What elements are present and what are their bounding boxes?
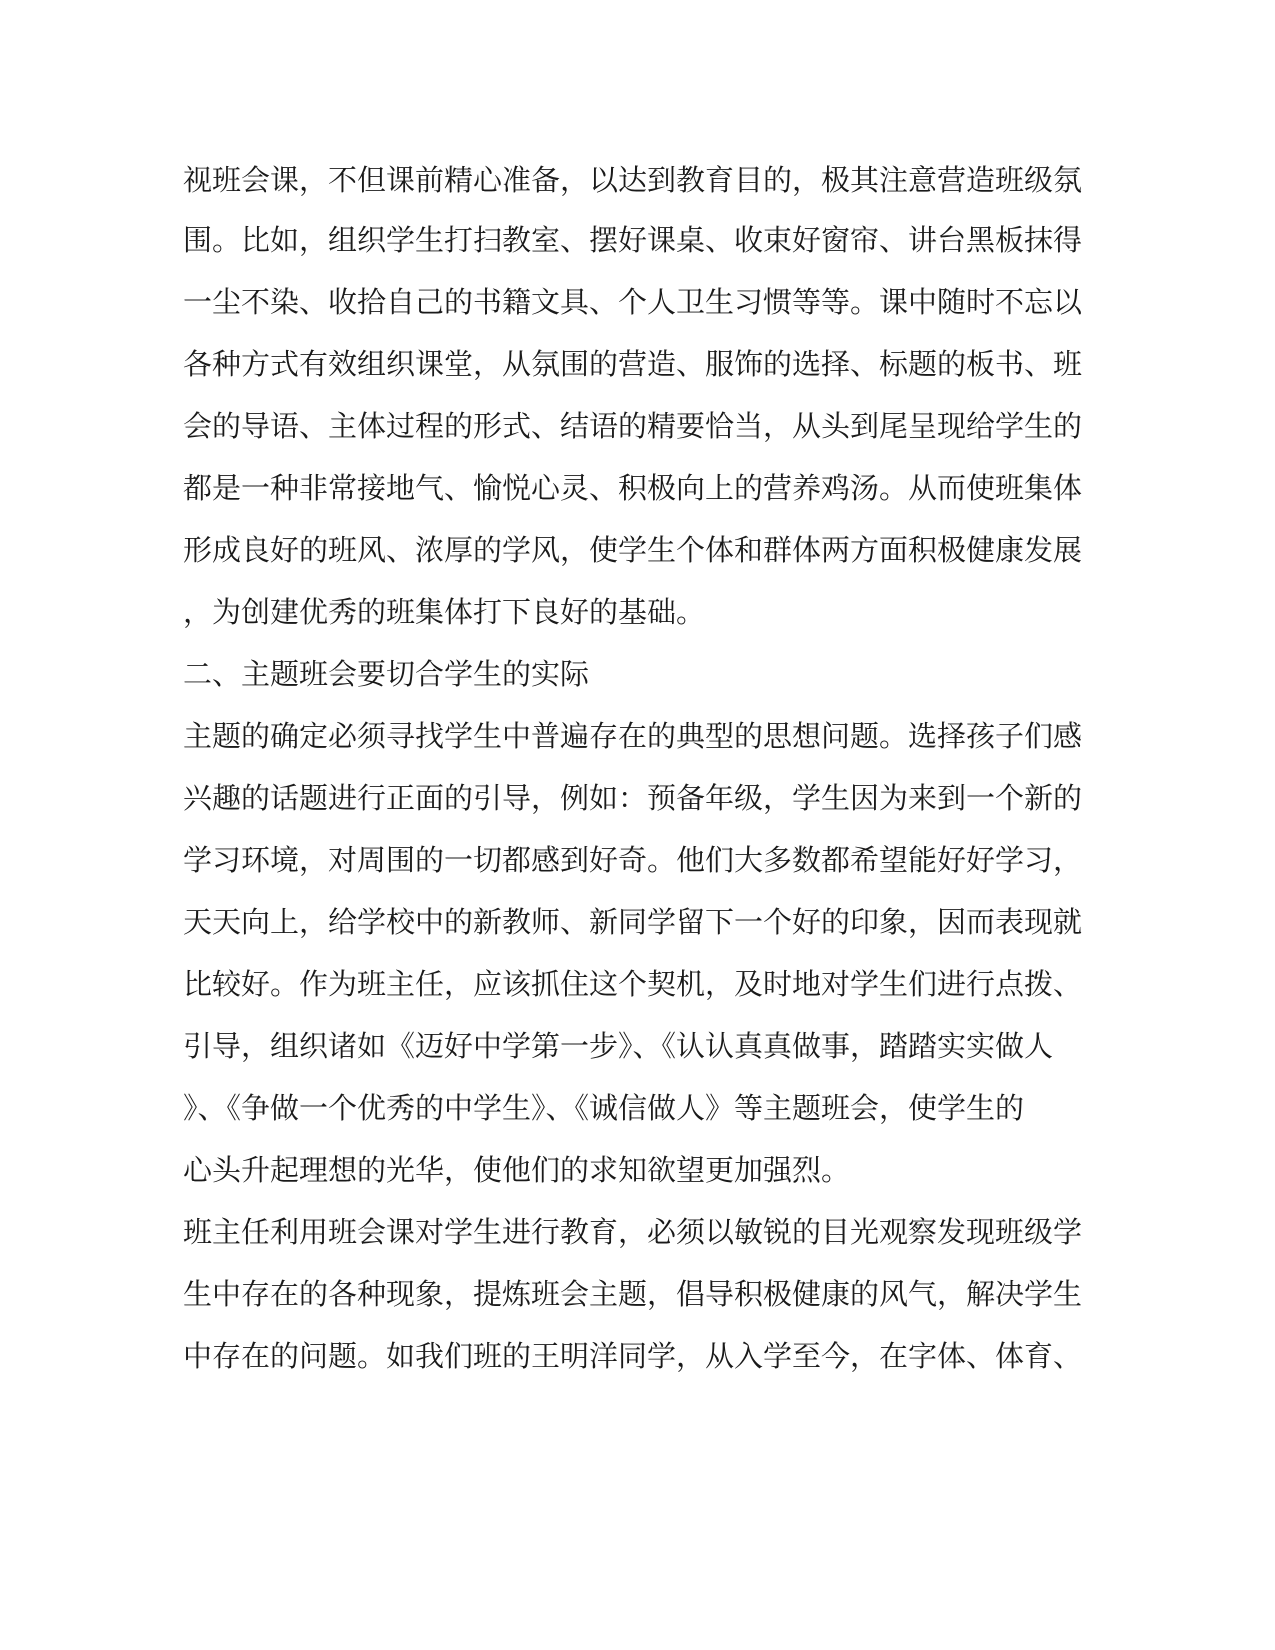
text-line: 比较好。作为班主任，应该抓住这个契机，及时地对学生们进行点拨、	[183, 967, 1083, 1001]
section-heading: 二、主题班会要切合学生的实际	[183, 657, 590, 691]
text-line: 班主任利用班会课对学生进行教育，必须以敏锐的目光观察发现班级学	[183, 1215, 1083, 1249]
text-line: ，为创建优秀的班集体打下良好的基础。	[183, 595, 706, 629]
text-line: 心头升起理想的光华，使他们的求知欲望更加强烈。	[183, 1153, 851, 1187]
text-line: 学习环境，对周围的一切都感到好奇。他们大多数都希望能好好学习，	[183, 843, 1083, 877]
text-line: 生中存在的各种现象，提炼班会主题，倡导积极健康的风气，解决学生	[183, 1277, 1083, 1311]
text-line: 各种方式有效组织课堂，从氛围的营造、服饰的选择、标题的板书、班	[183, 347, 1083, 381]
text-line: 一尘不染、收拾自己的书籍文具、个人卫生习惯等等。课中随时不忘以	[183, 285, 1083, 319]
text-line: 主题的确定必须寻找学生中普遍存在的典型的思想问题。选择孩子们感	[183, 719, 1083, 753]
text-line: 兴趣的话题进行正面的引导，例如：预备年级，学生因为来到一个新的	[183, 781, 1083, 815]
text-line: 都是一种非常接地气、愉悦心灵、积极向上的营养鸡汤。从而使班集体	[183, 471, 1083, 505]
text-line: 天天向上，给学校中的新教师、新同学留下一个好的印象，因而表现就	[183, 905, 1083, 939]
text-line: 围。比如，组织学生打扫教室、摆好课桌、收束好窗帘、讲台黑板抹得	[183, 223, 1083, 257]
text-line: 引导，组织诸如《迈好中学第一步》、《认认真真做事，踏踏实实做人	[183, 1029, 1054, 1063]
text-line: 视班会课，不但课前精心准备，以达到教育目的，极其注意营造班级氛	[183, 163, 1083, 197]
text-line: 》、《争做一个优秀的中学生》、《诚信做人》等主题班会，使学生的	[183, 1091, 1025, 1125]
text-line: 中存在的问题。如我们班的王明洋同学，从入学至今，在字体、体育、	[183, 1339, 1083, 1373]
text-line: 会的导语、主体过程的形式、结语的精要恰当，从头到尾呈现给学生的	[183, 409, 1083, 443]
text-line: 形成良好的班风、浓厚的学风，使学生个体和群体两方面积极健康发展	[183, 533, 1083, 567]
